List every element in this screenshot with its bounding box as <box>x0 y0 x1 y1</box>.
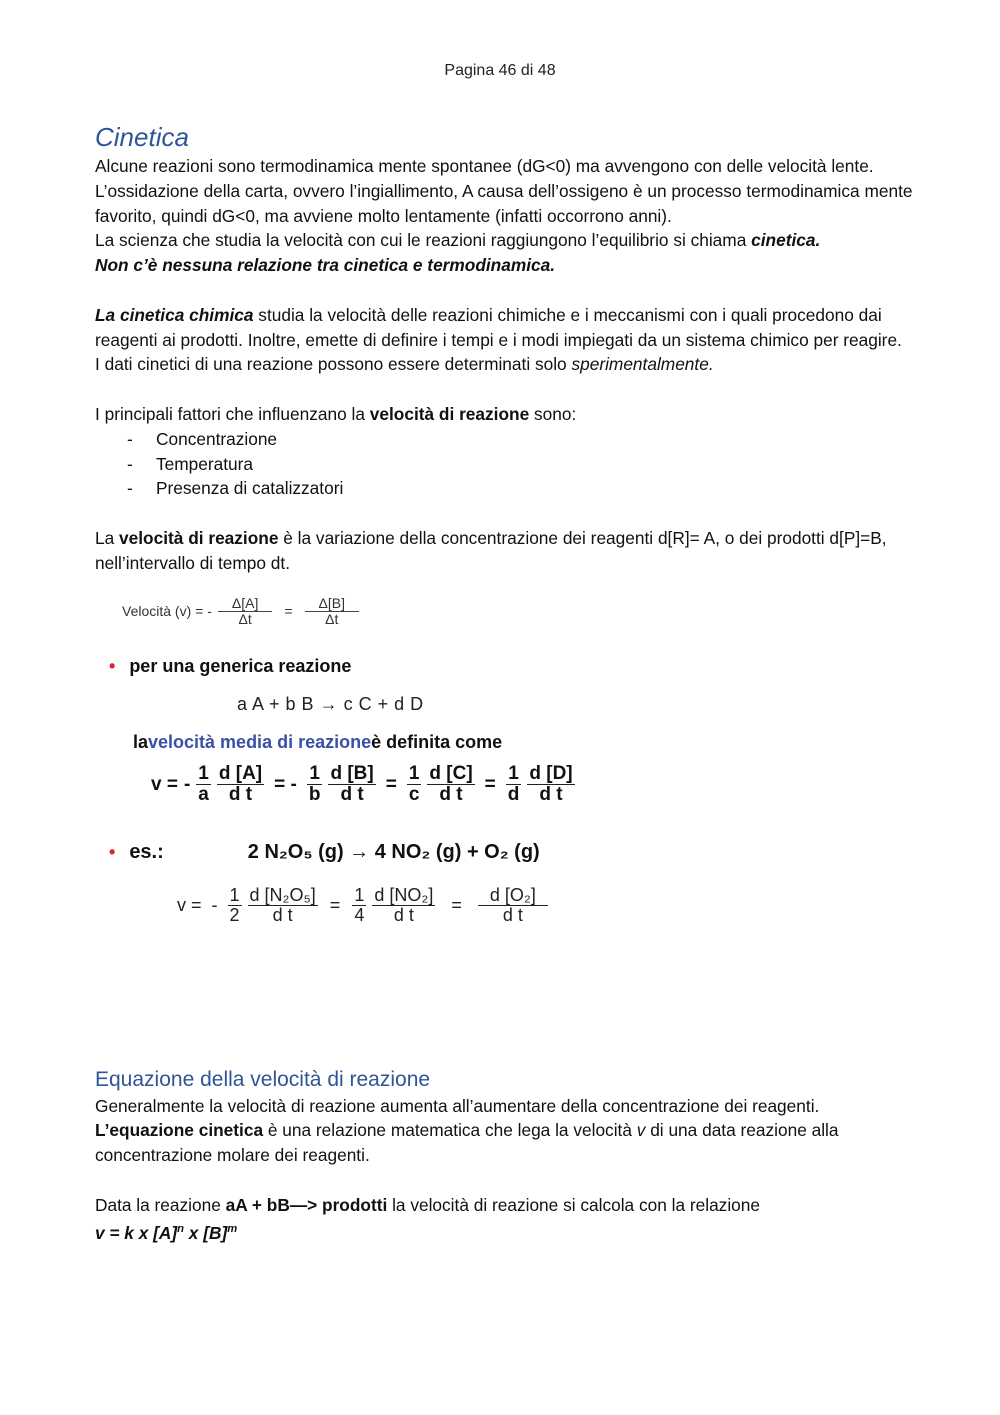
section-title-cinetica: Cinetica <box>95 122 189 152</box>
paragraph: L’ossidazione della carta, ovvero l’ingiallimento, A causa dell’ossigeno è un processo termodinamica mente favorito, quindi dG<0, ma avviene molto lentamente (infatti occorrono anni). <box>95 180 913 226</box>
formula-figure <box>95 596 915 996</box>
paragraph: La cinetica chimica studia la velocità delle reazioni chimiche e i meccanismi con i quali procedono dai reagenti ai prodotti. Inoltre, emette di definire i tempi e i modi impiegati da un sistema chimico per reagire. <box>95 304 902 350</box>
paragraph: Generalmente la velocità di reazione aumenta all’aumentare della concentrazione dei reagenti. <box>95 1095 820 1116</box>
example-reaction: 2 N₂O₅ (g) → 4 NO₂ (g) + O₂ (g) <box>247 840 540 863</box>
factors-list <box>95 427 915 501</box>
paragraph: La scienza che studia la velocità con cui le reazioni raggiungono l’equilibrio si chiama cinetica. <box>95 230 821 251</box>
page-content <box>95 120 915 1246</box>
paragraph: L’equazione cinetica è una relazione matematica che lega la velocità v di una data reazione alla concentrazione molare dei reagenti. <box>95 1120 839 1166</box>
paragraph: La velocità di reazione è la variazione della concentrazione dei reagenti d[R]= A, o dei prodotti d[P]=B, nell’intervallo di tempo dt. <box>95 527 887 573</box>
rate-law: v = k x $[A]^n$ x $[B]^m$ <box>95 1223 238 1244</box>
list-item: - Temperatura <box>95 452 915 477</box>
paragraph: I principali fattori che influenzano la velocità di reazione sono: <box>95 403 577 424</box>
paragraph: I dati cinetici di una reazione possono essere determinati solo sperimentalmente. <box>95 354 714 375</box>
mean-rate-definition: la velocità media di reazione è definita come <box>133 731 503 752</box>
paragraph: Data la reazione aA + bB—> prodotti la velocità di reazione si calcola con la relazione <box>95 1194 760 1215</box>
page-number: Pagina 46 di 48 <box>444 62 556 79</box>
bullet-icon: • <box>109 841 116 862</box>
section-title-equazione: Equazione della velocità di reazione <box>95 1067 431 1091</box>
list-item: - Concentrazione <box>95 427 915 452</box>
generic-reaction: a A + b B → c C + d D <box>237 693 424 714</box>
example-rate-formula: v = - $\frac{1}{2}$ $\frac{\text{d [N₂O₅]}}{\text{d t}}$ = $\frac{1}{4}$ $\frac{\text{d [NO₂]}}{\text{d t}}$ = $\frac{\text{d [O₂]}}{\text{d t}}$ <box>177 886 548 927</box>
mean-rate-formula: v = - $\frac{1}{a}$ $\frac{d [A]}{\text{d t}}$ = - $\frac{1}{b}$ $\frac{d [B]}{\text{d t}}$ = $\frac{1}{c}$ $\frac{d [C]}{\text{d t}}$ = $\frac{1}{d}$ $\frac{d [D]}{\text{d t}}$ <box>151 762 573 806</box>
paragraph: Alcune reazioni sono termodinamica mente spontanee (dG<0) ma avvengono con delle velocità lente. <box>95 156 874 176</box>
velocity-definition: Velocità (v) = - $\frac{\Delta[A]}{\Delta t}$ = $\frac{\Delta[B]}{\Delta t}$ <box>122 596 359 628</box>
paragraph-emphasis: Non c’è nessuna relazione tra cinetica e termodinamica. <box>95 255 556 276</box>
bullet-icon: • <box>109 655 116 676</box>
bullet-example: • es.: 2 N₂O₅ (g) → 4 NO₂ (g) + O₂ (g) <box>109 840 540 863</box>
bullet-generic-reaction: • per una generica reazione <box>109 655 352 676</box>
list-item: - Presenza di catalizzatori <box>95 476 915 501</box>
